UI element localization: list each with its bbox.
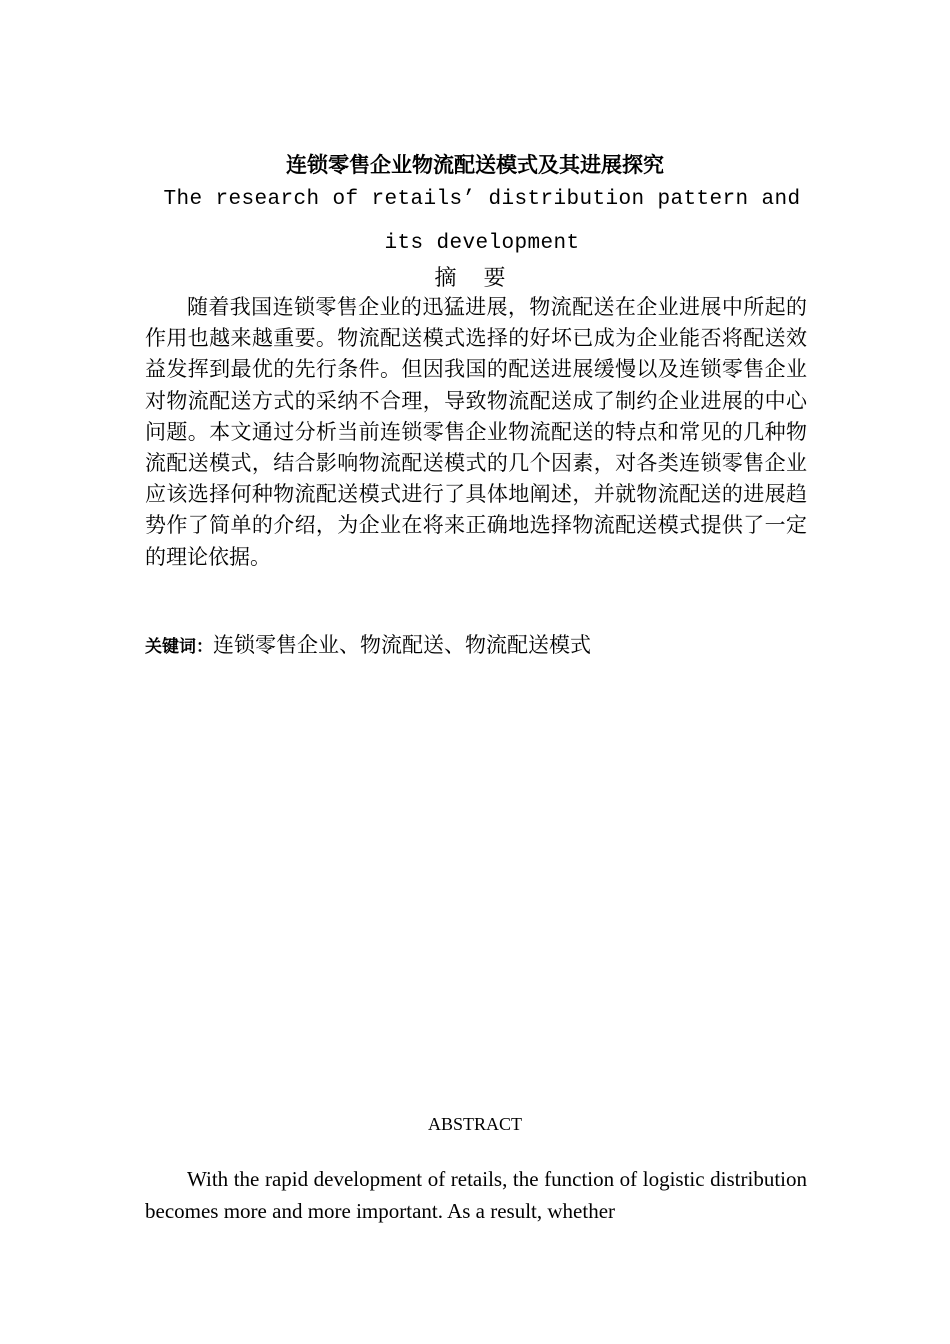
keywords-label: 关键词： (145, 637, 213, 657)
abstract-heading: 摘 要 (434, 266, 516, 291)
document-title-chinese: 连锁零售企业物流配送模式及其进展探究 (286, 153, 664, 177)
abstract-body: 随着我国连锁零售企业的迅猛进展，物流配送在企业进展中所起的作用也越来越重要。物流配送模式选择的好坏已成为企业能否将配送效益发挥到最优的先行条件。但因我国的配送进展缓慢以及连锁零售企业对物流配送方式的采纳不合理，导致物流配送成了制约企业进展的中心问题。本文通过分析当前连锁零售企业物流配送的特点和常见的几种物流配送模式，结合影响物流配送模式的几个因素，对各类连锁零售企业应该选择何种物流配送模式进行了具体地阐述，并就物流配送的进展趋势作了简单的介绍，为企业在将来正确地选择物流配送模式提供了一定的理论依据。 (145, 295, 807, 569)
keywords-line (145, 630, 807, 662)
english-abstract-heading: ABSTRACT (427, 1114, 523, 1134)
document-title-english: The research of retails’ distribution pattern and its development (163, 188, 801, 255)
keywords-text: 连锁零售企业、物流配送、物流配送模式 (213, 633, 591, 657)
english-abstract-body: With the rapid development of retails, the function of logistic distribution becomes more and more important. As a result, whether (145, 1167, 807, 1223)
